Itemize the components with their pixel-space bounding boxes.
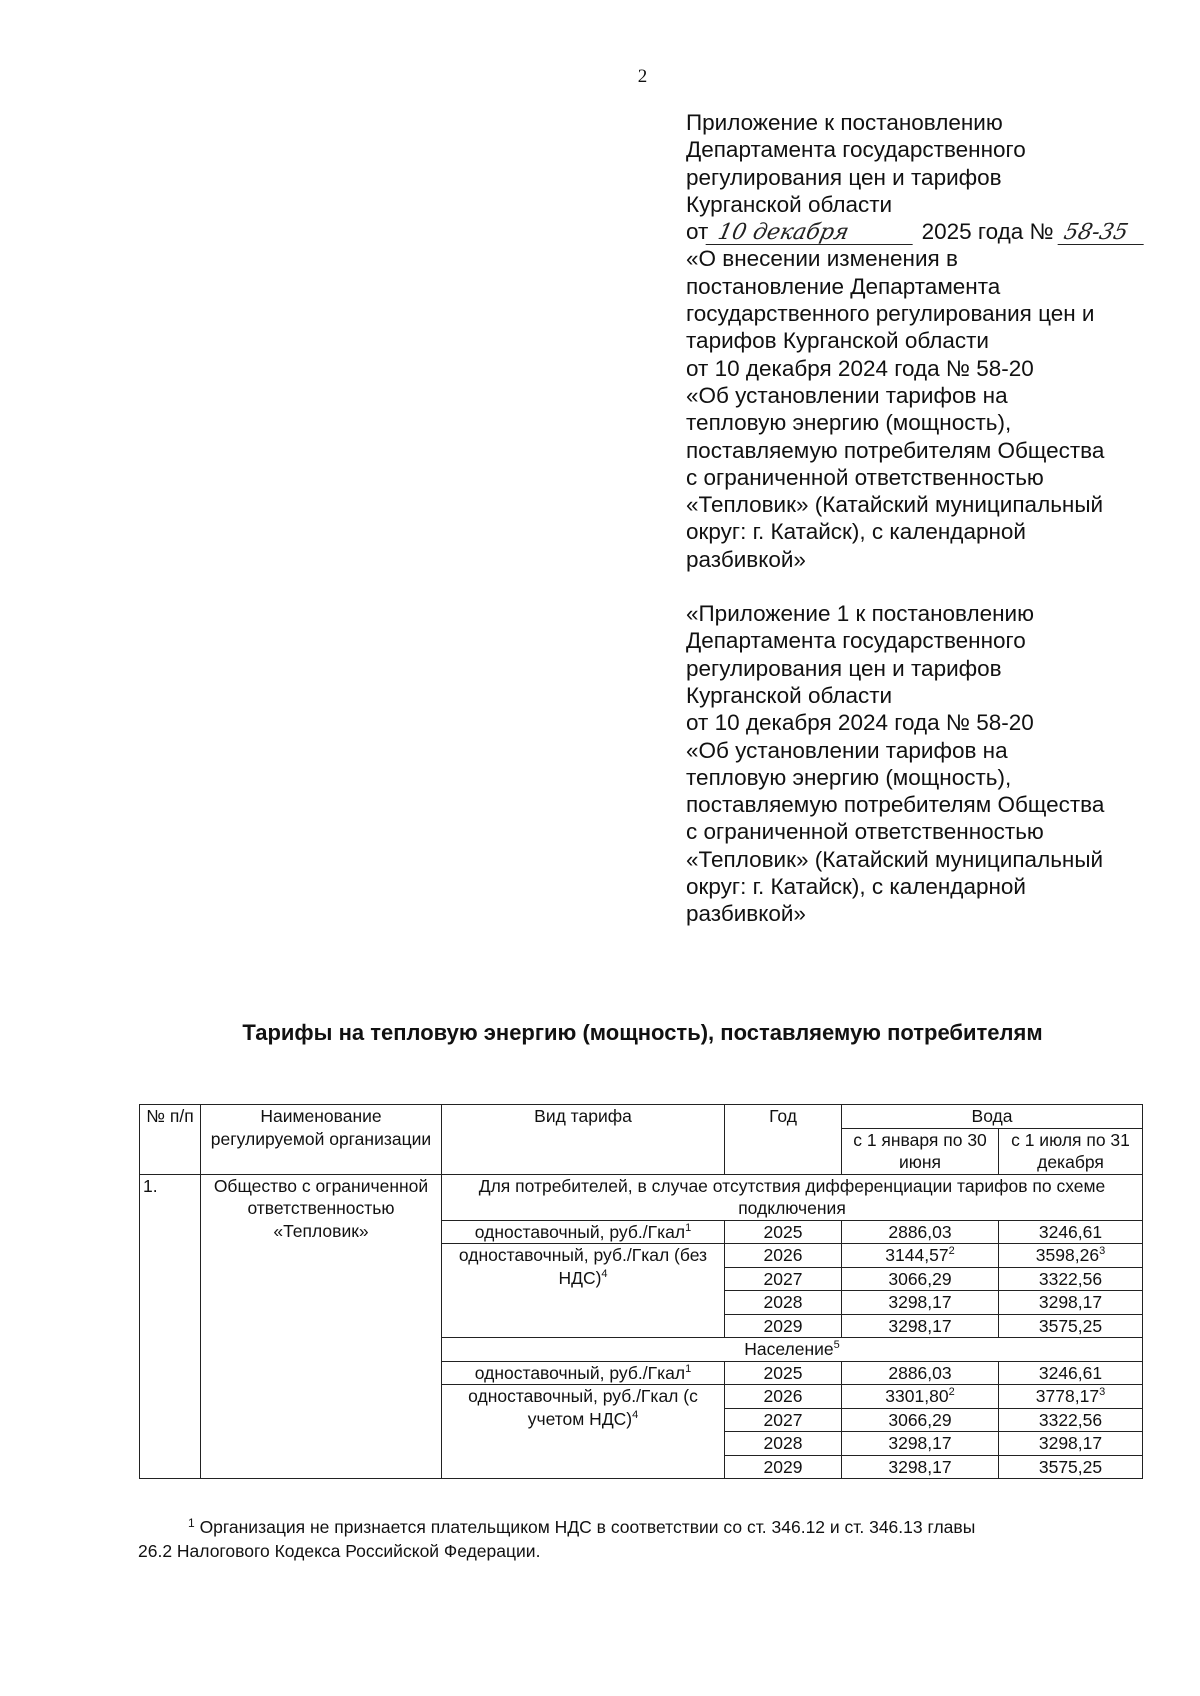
year-cell: 2027 (725, 1408, 842, 1432)
appendix-line: поставляемую потребителям Общества (686, 437, 1105, 463)
tariff-value-second-half: 3322,56 (999, 1267, 1143, 1291)
tariff-value-first-half: 3298,17 (842, 1432, 999, 1456)
tariff-value-second-half: 3575,25 (999, 1455, 1143, 1479)
footnote-marker: 1 (188, 1516, 195, 1530)
footnote-ref: 5 (833, 1339, 840, 1351)
footnote-text-continued: 26.2 Налогового Кодекса Российской Федерации. (138, 1541, 541, 1561)
appendix-line: «Об установлении тарифов на (686, 382, 1008, 408)
quoted-appendix-line: регулирования цен и тарифов (686, 655, 1002, 681)
tariff-value-second-half: 3246,61 (999, 1220, 1143, 1244)
quoted-appendix-line: «Об установлении тарифов на (686, 737, 1008, 763)
tariff-value-second-half: 3322,56 (999, 1408, 1143, 1432)
tariff-value-second-half: 3298,17 (999, 1291, 1143, 1315)
header-water: Вода (842, 1105, 1143, 1129)
quoted-appendix-line: поставляемую потребителям Общества (686, 792, 1105, 818)
quoted-appendix-line: «Тепловик» (Катайский муниципальный (686, 846, 1104, 872)
footnote-ref: 4 (601, 1267, 608, 1280)
year-cell: 2027 (725, 1267, 842, 1291)
section-row (140, 1174, 1143, 1220)
appendix-line: тарифов Курганской области (686, 328, 989, 354)
footnote-ref: 3 (1099, 1386, 1106, 1398)
header-tariff-type: Вид тарифа (442, 1105, 725, 1175)
quoted-appendix-line: Курганской области (686, 682, 893, 708)
tariff-value-second-half: 3575,25 (999, 1314, 1143, 1338)
quoted-appendix-line: тепловую энергию (мощность), (686, 764, 1012, 790)
year-cell: 2028 (725, 1432, 842, 1456)
quoted-appendix-line: разбивкой» (686, 901, 806, 927)
appendix-line: округ: г. Катайск), с календарной (686, 519, 1026, 545)
year-cell: 2028 (725, 1291, 842, 1315)
header-period-first-half: с 1 января по 30 июня (842, 1128, 999, 1174)
header-number: № п/п (140, 1105, 201, 1175)
row-number: 1. (140, 1174, 201, 1479)
footnote-ref: 4 (632, 1408, 639, 1421)
tariff-value-second-half: 3298,17 (999, 1432, 1143, 1456)
tariff-type-label: одноставочный, руб./Гкал$^1$ (442, 1220, 725, 1244)
tariff-value-second-half: 3246,61 (999, 1361, 1143, 1385)
footnote-ref: 1 (685, 1362, 692, 1375)
appendix-line: регулирования цен и тарифов (686, 164, 1002, 190)
quoted-appendix-line: с ограниченной ответственностью (686, 819, 1044, 845)
year-cell: 2029 (725, 1314, 842, 1338)
header-period-second-half: с 1 июля по 31 декабря (999, 1128, 1143, 1174)
appendix-line: Департамента государственного (686, 137, 1026, 163)
tariff-value-first-half: 2886,03 (842, 1220, 999, 1244)
appendix-line: «Тепловик» (Катайский муниципальный (686, 492, 1104, 518)
tariff-value-second-half: 3778,17$^3$ (999, 1385, 1143, 1409)
quoted-appendix-line: округ: г. Катайск), с календарной (686, 874, 1026, 900)
appendix-date-line (686, 218, 1166, 245)
footnote (138, 1515, 1158, 1563)
tariff-type-label: одноставочный, руб./Гкал$^1$ (442, 1361, 725, 1385)
year-cell: 2025 (725, 1220, 842, 1244)
footnote-ref: 2 (948, 1245, 955, 1257)
footnote-ref: 2 (948, 1386, 955, 1398)
tariff-value-first-half: 3298,17 (842, 1291, 999, 1315)
tariff-value-first-half: 3066,29 (842, 1408, 999, 1432)
footnote-text: Организация не признается плательщиком НДС в соответствии со ст. 346.12 и ст. 346.13 главы (199, 1517, 976, 1537)
document-title: Тарифы на тепловую энергию (мощность), поставляемую потребителям (242, 1020, 1043, 1045)
tariff-value-first-half: 3144,57$^2$ (842, 1244, 999, 1268)
organization-name: Общество с ограниченной ответственностью «Тепловик» (201, 1174, 442, 1479)
year-text: 2025 года № (921, 219, 1054, 245)
appendix-line: «О внесении изменения в (686, 246, 958, 272)
tariff-value-first-half: 3298,17 (842, 1455, 999, 1479)
tariff-value-first-half: 3298,17 (842, 1314, 999, 1338)
appendix-line: Курганской области (686, 191, 893, 217)
header-organization: Наименование регулируемой организации (201, 1105, 442, 1175)
handwritten-date: 10 декабря (706, 222, 918, 245)
page-number: 2 (637, 66, 648, 87)
tariff-type-label: одноставочный, руб./Гкал (без НДС)$^4$ (442, 1244, 725, 1338)
year-cell: 2025 (725, 1361, 842, 1385)
date-prefix: от (686, 219, 709, 245)
quoted-appendix-line: от 10 декабря 2024 года № 58-20 (686, 710, 1034, 736)
appendix-line: Приложение к постановлению (686, 110, 1003, 135)
appendix-line: с ограниченной ответственностью (686, 464, 1044, 490)
quoted-appendix-line: «Приложение 1 к постановлению (686, 601, 1034, 627)
tariff-table (139, 1104, 1143, 1479)
header-row (140, 1105, 1143, 1129)
tariff-value-first-half: 3301,80$^2$ (842, 1385, 999, 1409)
section-title: Население$^5$ (442, 1338, 1143, 1362)
tariff-value-first-half: 2886,03 (842, 1361, 999, 1385)
year-cell: 2026 (725, 1385, 842, 1409)
section-title: Для потребителей, в случае отсутствия дифференциации тарифов по схеме подключения (442, 1174, 1143, 1220)
tariff-value-first-half: 3066,29 (842, 1267, 999, 1291)
year-cell: 2026 (725, 1244, 842, 1268)
handwritten-number: 58-35 (1057, 222, 1148, 245)
quoted-appendix-line: Департамента государственного (686, 628, 1026, 654)
appendix-line: постановление Департамента (686, 273, 1001, 299)
appendix-line: от 10 декабря 2024 года № 58-20 (686, 355, 1034, 381)
appendix-header (686, 109, 1166, 928)
footnote-ref: 1 (685, 1221, 692, 1234)
tariff-value-second-half: 3598,26$^3$ (999, 1244, 1143, 1268)
year-cell: 2029 (725, 1455, 842, 1479)
appendix-line: государственного регулирования цен и (686, 301, 1095, 327)
appendix-line: разбивкой» (686, 546, 806, 572)
appendix-line: тепловую энергию (мощность), (686, 410, 1012, 436)
tariff-type-label: одноставочный, руб./Гкал (с учетом НДС)$^4$ (442, 1385, 725, 1479)
header-year: Год (725, 1105, 842, 1175)
footnote-ref: 3 (1099, 1245, 1106, 1257)
